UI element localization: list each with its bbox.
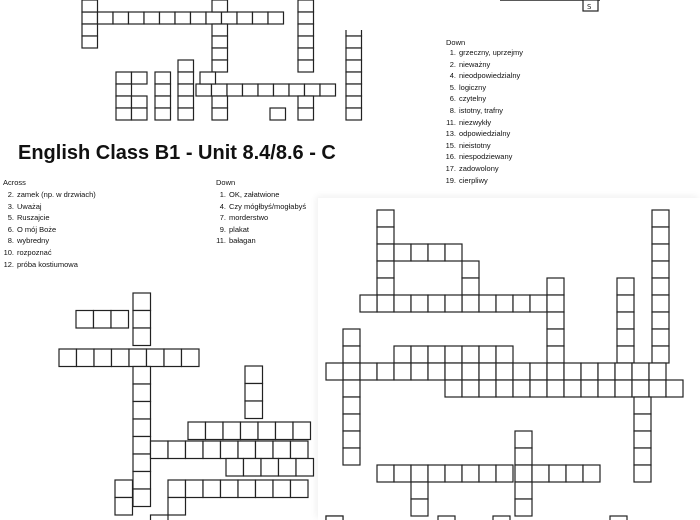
clue-item: [212, 189, 306, 201]
clue-number: 16.: [445, 152, 456, 162]
clue-number: 5.: [7, 213, 14, 223]
clue-item: [212, 212, 306, 224]
crossword-bottom-right: [318, 198, 700, 520]
clue-text: próba kostiumowa: [17, 259, 78, 269]
clue-item: [212, 201, 306, 213]
clue-item: [0, 224, 96, 236]
clue-text: bałagan: [229, 236, 256, 246]
clue-item: [442, 175, 523, 187]
grid-cells: [326, 210, 683, 520]
clue-item: [212, 235, 306, 247]
clue-item: [0, 212, 96, 224]
clue-number: 19.: [445, 175, 456, 185]
clue-number: 11.: [446, 117, 456, 127]
clue-item: [0, 189, 96, 201]
clue-text: nieodpowiedzialny: [459, 71, 521, 81]
clue-item: [442, 128, 523, 140]
clue-number: 2.: [7, 190, 14, 199]
clue-text: nieważny: [459, 59, 491, 69]
clue-item: [0, 201, 96, 213]
clue-text: morderstwo: [229, 213, 269, 223]
clue-item: [442, 140, 523, 152]
down-heading-left: Down: [216, 178, 236, 187]
crossword-top-right: [318, 0, 700, 30]
clue-number: 4.: [449, 71, 456, 81]
clue-number: 12.: [3, 259, 14, 269]
clue-text: cierpliwy: [459, 175, 488, 185]
clue-text: odpowiedzialny: [459, 129, 511, 139]
clue-text: zamek (np. w drzwiach): [17, 190, 96, 199]
clue-number: 4.: [219, 201, 226, 211]
clue-text: wybredny: [17, 236, 50, 246]
clue-text: istotny, trafny: [459, 105, 504, 115]
crossword-grid-bottom-left: [0, 288, 318, 520]
clue-number: 13.: [445, 129, 456, 139]
clue-item: [442, 117, 523, 129]
clue-text: O mój Boże: [17, 224, 57, 234]
clue-number: 6.: [449, 94, 456, 104]
clue-item: [212, 224, 306, 236]
crossword-bottom-left: [0, 288, 318, 520]
clue-number: 15.: [445, 140, 456, 150]
crossword-grid-top-right: [318, 0, 700, 30]
crossword-top-left: [0, 0, 370, 126]
down-clue-list-left: [212, 189, 306, 247]
down-heading-right: Down: [446, 38, 466, 47]
clue-text: niezwykły: [459, 117, 492, 127]
clue-text: grzeczny, uprzejmy: [459, 48, 524, 57]
clue-item: [0, 259, 96, 271]
clue-item: [442, 47, 523, 59]
clue-text: Czy mógłbyś/mogłabyś: [229, 201, 307, 211]
clue-number: 8.: [7, 236, 14, 246]
clue-text: logiczny: [459, 82, 487, 92]
clue-number: 17.: [445, 163, 456, 173]
clue-item: [442, 70, 523, 82]
clue-number: 5.: [449, 82, 456, 92]
clue-text: niespodziewany: [459, 152, 513, 162]
down-clue-list-right: [442, 47, 523, 186]
clue-number: 3.: [7, 201, 14, 211]
clue-item: [442, 59, 523, 71]
clue-number: 1.: [219, 190, 226, 199]
clue-item: [0, 235, 96, 247]
grid-cells: [59, 293, 314, 520]
clue-number: 1.: [449, 48, 456, 57]
clue-text: plakat: [229, 224, 250, 234]
clue-item: [442, 82, 523, 94]
grid-letter: S: [587, 3, 592, 11]
clue-item: [0, 247, 96, 259]
page-title: English Class B1 - Unit 8.4/8.6 - C: [18, 142, 336, 164]
clue-item: [442, 151, 523, 163]
clue-text: czytelny: [459, 94, 487, 104]
clue-number: 11.: [216, 236, 226, 246]
crossword-grid-top-left: [0, 0, 370, 126]
clue-number: 2.: [449, 59, 456, 69]
clue-text: nieistotny: [459, 140, 491, 150]
clue-number: 8.: [449, 105, 456, 115]
across-clue-list: [0, 189, 96, 270]
clue-item: [442, 105, 523, 117]
clue-number: 7.: [219, 213, 226, 223]
clue-text: zadowolony: [459, 163, 499, 173]
clue-item: [442, 93, 523, 105]
clue-text: OK, załatwione: [229, 190, 280, 199]
clue-number: 6.: [7, 224, 14, 234]
across-heading: Across: [3, 178, 26, 187]
crossword-grid-bottom-right: [318, 198, 700, 520]
clue-text: Ruszajcie: [17, 213, 50, 223]
clue-text: rozpoznać: [17, 247, 52, 257]
clue-item: [442, 163, 523, 175]
clue-number: 10.: [3, 247, 14, 257]
clue-text: Uważaj: [17, 201, 42, 211]
clue-number: 9.: [219, 224, 226, 234]
